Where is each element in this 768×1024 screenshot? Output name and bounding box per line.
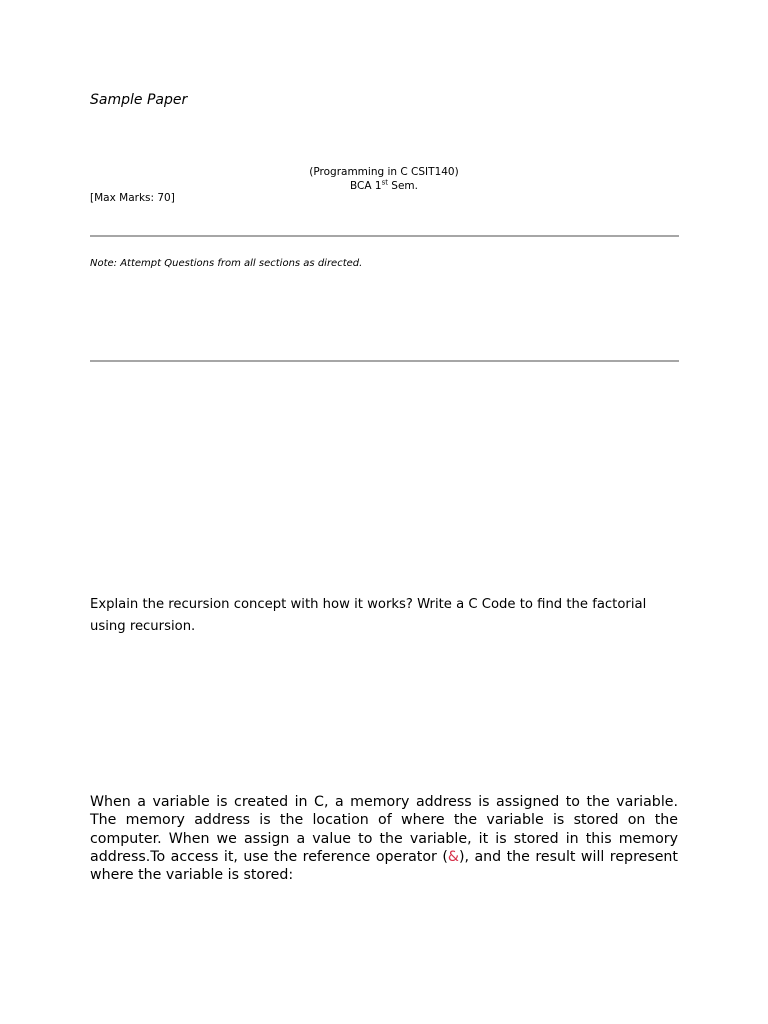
top-divider bbox=[90, 235, 679, 237]
course-line: (Programming in C CSIT140) bbox=[309, 166, 459, 178]
semester-suffix: Sem. bbox=[387, 180, 418, 192]
answer-text-after: ), and the result will represent where the variable is stored: bbox=[90, 848, 678, 884]
answer-text-before: When a variable is created in C, a memory address is assigned to the variable. The memory address is the location of where the variable is stored on the computer. When we assign a value to the variable, it is stored in this memory address.To access it, use the reference operator ( bbox=[90, 794, 678, 865]
course-info bbox=[284, 165, 484, 193]
question-text: Explain the recursion concept with how it works? Write a C Code to find the factorial using recursion. bbox=[90, 597, 647, 634]
bottom-divider bbox=[90, 360, 679, 362]
instructions-note: Note: Attempt Questions from all sections as directed. bbox=[90, 258, 363, 269]
max-marks: [Max Marks: 70] bbox=[90, 192, 175, 204]
semester-line bbox=[284, 179, 484, 193]
semester-prefix: BCA 1 bbox=[350, 180, 382, 192]
answer-paragraph bbox=[90, 793, 678, 884]
reference-operator: & bbox=[447, 848, 459, 865]
semester-ordinal: st bbox=[381, 178, 388, 187]
document-title: Sample Paper bbox=[90, 92, 188, 108]
